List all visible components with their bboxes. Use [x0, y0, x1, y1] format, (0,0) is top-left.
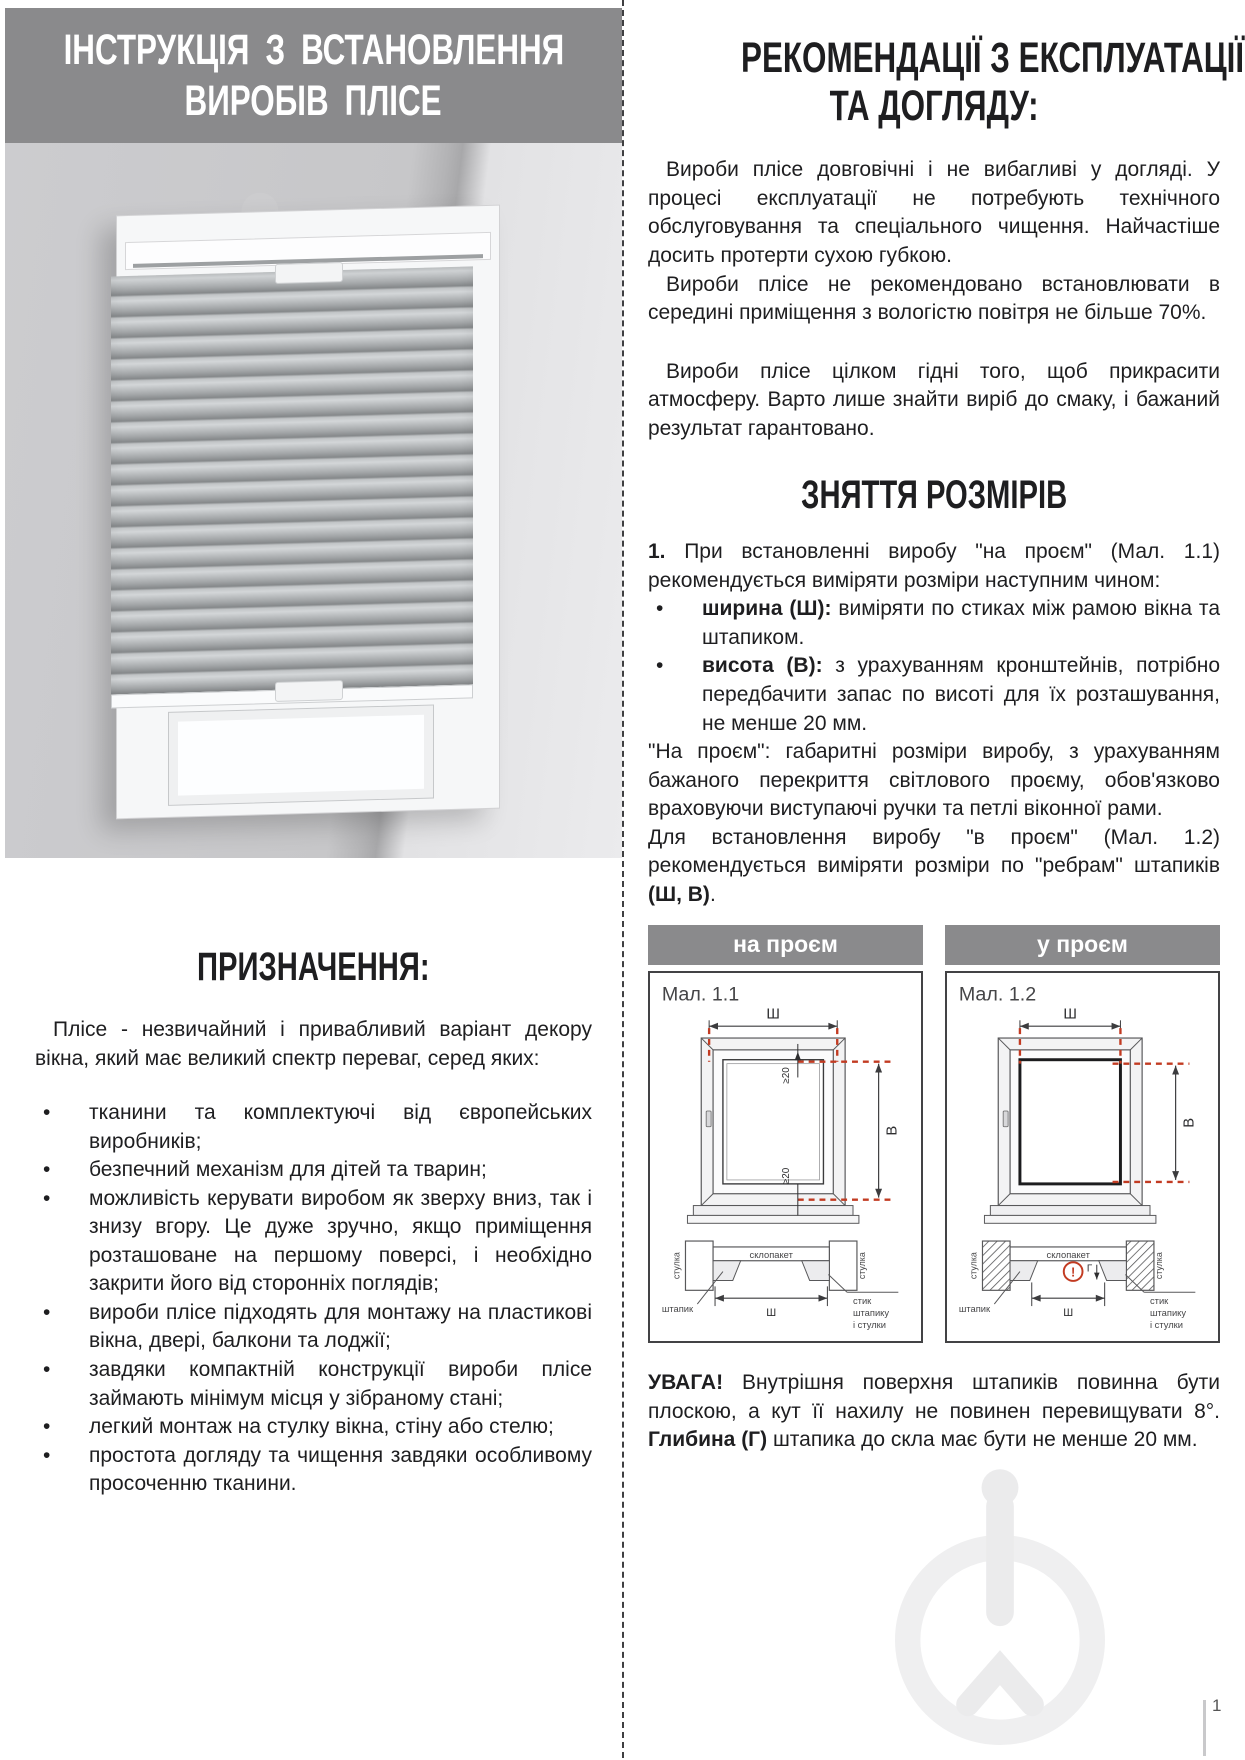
- window-glass: [169, 706, 433, 805]
- watermark-logo-icon: [850, 1460, 1150, 1760]
- care-paragraph-2: Вироби плісе не рекомендовано встановлювати в середині приміщення з вологістю повітря не більше 70%.: [648, 272, 1220, 325]
- bullet-icon: •: [656, 654, 664, 678]
- care-paragraph-3: Вироби плісе цілком гідні того, щоб прикрасити атмосферу. Варто лише знайти виріб до смаку, і бажаний результат гарантовано.: [648, 359, 1220, 440]
- figure2-diagram: [947, 973, 1218, 1336]
- pleated-blind-photo: [5, 143, 622, 858]
- svg-text:Ш: Ш: [1063, 1307, 1074, 1320]
- bullet-icon: •: [43, 1101, 51, 1125]
- na-proem-paragraph: "На проєм": габаритні розміри виробу, з урахуванням бажаного перекриття світлового проєму, обов'язково враховуючи виступаючі ручки та петлі віконної рами.: [648, 740, 1220, 821]
- bullet-icon: •: [43, 1358, 51, 1382]
- svg-text:Мал. 1.2: Мал. 1.2: [958, 983, 1037, 1006]
- page-number: 1: [1212, 1696, 1222, 1715]
- svg-text:Ш: Ш: [1063, 1006, 1077, 1023]
- svg-text:≥20: ≥20: [780, 1067, 792, 1085]
- svg-text:!: !: [1071, 1264, 1076, 1280]
- svg-text:штапику: штапику: [1150, 1308, 1187, 1319]
- list-item: • вироби плісе підходять для монтажу на пластикові вікна, двері, балкони та лоджії;: [35, 1299, 592, 1356]
- instruction-title-line2: ВИРОБІВ ПЛІСЕ: [184, 76, 443, 125]
- svg-text:штапик: штапик: [661, 1304, 694, 1315]
- list-item: • легкий монтаж на стулку вікна, стіну або стелю;: [35, 1413, 592, 1442]
- blind-bottom-handle-tab: [275, 680, 343, 702]
- figure-u-proem: [945, 925, 1220, 1343]
- care-paragraph-1: Вироби плісе довговічні і не вибагливі у догляді. У процесі експлуатації не потребують технічного обслуговування та спеціального чищення. Найчастіше досить протерти сухою губкою.: [648, 158, 1220, 267]
- bullet-icon: •: [43, 1186, 51, 1210]
- svg-text:стулка: стулка: [671, 1252, 682, 1280]
- figure1-box: [648, 971, 923, 1343]
- svg-text:≥20: ≥20: [780, 1168, 792, 1185]
- svg-text:стулка: стулка: [856, 1252, 867, 1280]
- svg-text:Ш: Ш: [766, 1006, 780, 1023]
- page-number-rule: [1203, 1700, 1206, 1756]
- svg-text:В: В: [884, 1126, 901, 1136]
- right-column: [648, 34, 1245, 1455]
- svg-text:і стулки: і стулки: [1150, 1320, 1184, 1331]
- svg-text:стулка: стулка: [1153, 1252, 1164, 1280]
- figure2-box: [945, 971, 1220, 1343]
- bullet-icon: •: [43, 1415, 51, 1439]
- figure2-header: у проєм: [945, 925, 1220, 965]
- svg-text:стик: стик: [1150, 1296, 1169, 1307]
- purpose-intro: Плісе - незвичайний і привабливий варіант декору вікна, який має великий спектр переваг, серед яких:: [35, 1018, 592, 1070]
- svg-text:Ш: Ш: [766, 1307, 777, 1320]
- bullet-icon: •: [656, 597, 664, 621]
- attention-paragraph: УВАГА! Внутрішня поверхня штапиків повинна бути плоскою, а кут її нахилу не повинен перевищувати 8°. Глибина (Г) штапика до скла має бути не менше 20 мм.: [648, 1370, 1220, 1452]
- figures-row: [648, 925, 1220, 1343]
- list-item: • можливість керувати виробом як зверху вниз, так і знизу вгору. Це дуже зручно, якщо приміщення розташоване на першому поверсі, і необхідно закрити його від сторонніх поглядів;: [35, 1185, 592, 1299]
- svg-text:стик: стик: [853, 1296, 872, 1307]
- figure1-diagram: [650, 973, 921, 1336]
- list-item: • безпечний механізм для дітей та тварин;: [35, 1156, 592, 1185]
- figure1-header: на проєм: [648, 925, 923, 965]
- care-heading: РЕКОМЕНДАЦІЇ З ЕКСПЛУАТАЦІЇ ТА ДОГЛЯДУ:: [741, 34, 1245, 131]
- svg-text:штапику: штапику: [853, 1308, 890, 1319]
- measure-step-1: 1. При встановленні виробу "на проєм" (Мал. 1.1) рекомендується виміряти розміри наступним чином:: [648, 540, 1220, 592]
- bullet-icon: •: [43, 1158, 51, 1182]
- bullet-icon: •: [43, 1443, 51, 1467]
- instruction-title-line1: ІНСТРУКЦІЯ З ВСТАНОВЛЕННЯ: [63, 25, 564, 74]
- column-divider: [622, 0, 624, 1758]
- purpose-bullet-list: [35, 1099, 592, 1499]
- svg-text:стулка: стулка: [968, 1252, 979, 1280]
- window-with-blind: [117, 206, 499, 819]
- blind-top-handle-tab: [275, 262, 343, 284]
- list-item: • завдяки компактній конструкції вироби плісе займають мінімум місця у зібраному стані;: [35, 1356, 592, 1413]
- instruction-header-band: [5, 8, 622, 143]
- measure-bullet-height: • висота (В): з урахуванням кронштейнів, потрібно передбачити запас по висоті для їх розташування, не менше 20 мм.: [648, 652, 1220, 738]
- list-item: • простота догляду та чищення завдяки особливому просоченню тканини.: [35, 1442, 592, 1499]
- purpose-section: [35, 945, 592, 1499]
- purpose-heading: ПРИЗНАЧЕННЯ:: [197, 945, 430, 989]
- svg-text:склопакет: склопакет: [749, 1250, 793, 1261]
- measure-bullet-width: • ширина (Ш): виміряти по стиках між рамою вікна та штапиком.: [648, 595, 1220, 652]
- svg-text:В: В: [1181, 1118, 1198, 1129]
- figure-na-proem: [648, 925, 923, 1343]
- list-item: • тканини та комплектуючі від європейських виробників;: [35, 1099, 592, 1156]
- sizes-heading: ЗНЯТТЯ РОЗМІРІВ: [801, 473, 1067, 518]
- svg-text:і стулки: і стулки: [853, 1320, 887, 1331]
- pleated-blind-fabric: [111, 266, 473, 694]
- svg-text:склопакет: склопакет: [1046, 1250, 1090, 1261]
- svg-text:штапик: штапик: [958, 1304, 991, 1315]
- v-proem-paragraph: Для встановлення виробу "в проєм" (Мал. 1.2) рекомендується виміряти розміри по "ребрам" штапиків (Ш, В).: [648, 825, 1220, 906]
- svg-text:Г: Г: [1086, 1263, 1093, 1275]
- bullet-icon: •: [43, 1300, 51, 1324]
- svg-text:Мал. 1.1: Мал. 1.1: [661, 983, 740, 1006]
